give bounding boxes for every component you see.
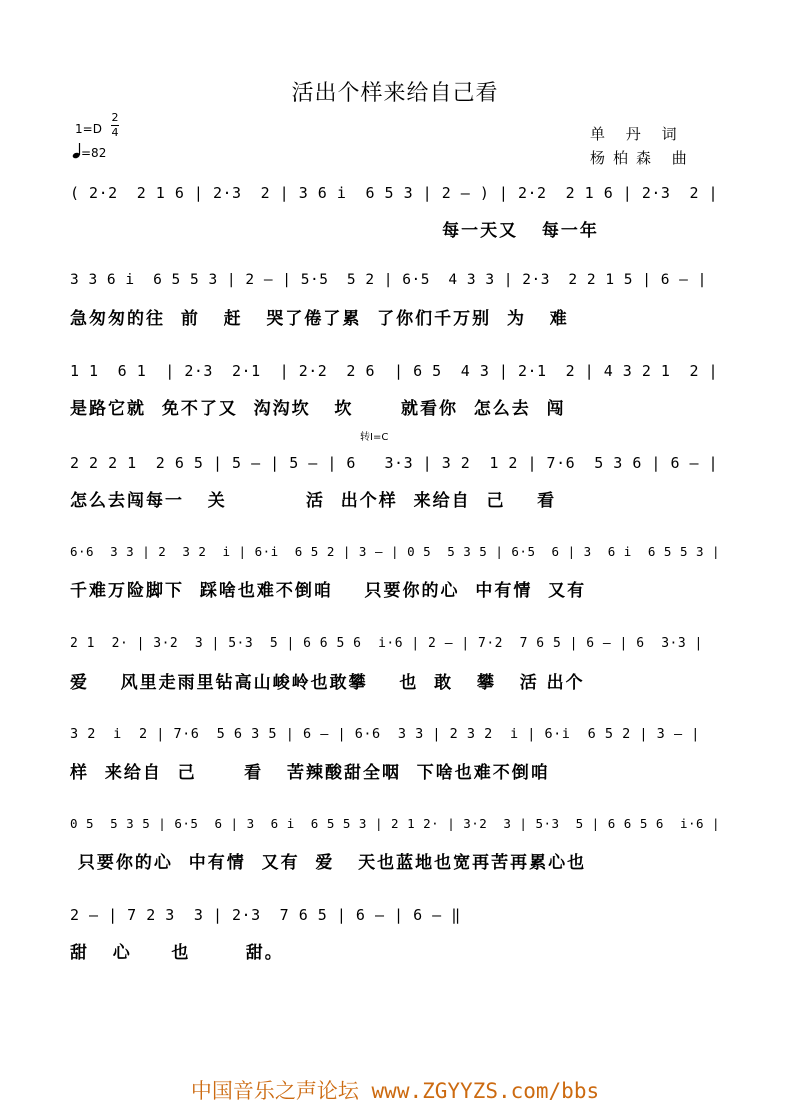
forum-watermark: 中国音乐之声论坛 www.ZGYYZS.com/bbs — [190, 1079, 600, 1103]
lyrics-line: 是路它就 免不了又 沟沟坎 坎 就看你 怎么去 闯 — [70, 399, 566, 419]
notation-text: ( 2·2 2 1 6 | 2·3 2 | 3 6 i 6 5 3 | 2 – ) | 2·2 2 1 6 | 2·3 2 | — [70, 184, 719, 202]
key-signature: 1=D — [75, 122, 102, 136]
tempo-marking — [72, 143, 106, 160]
lyrics-line: 甜 心 也 甜。 — [70, 943, 284, 963]
notation-line — [70, 268, 720, 295]
composer-name: 杨柏森 — [590, 149, 660, 167]
lyrics-line: 每一天又 每一年 — [70, 221, 599, 241]
notation-line — [70, 180, 720, 207]
lyrics-line: 爱 风里走雨里钻高山峻岭也敢攀 也 敢 攀 活 出个 — [70, 673, 585, 693]
notation-text: 3 2 i 2 | 7·6 5 6 3 5 | 6 – | 6·6 3 3 | 2 3 2 i | 6·i 6 5 2 | 3 – | — [70, 726, 700, 742]
time-signature — [111, 112, 119, 139]
notation-text: 0 5 5 3 5 | 6·5 6 | 3 6 i 6 5 5 3 | 2 1 2· | 3·2 3 | 5·3 5 | 6 6 5 6 i·6 | — [70, 816, 720, 831]
notation-line — [70, 812, 720, 839]
lyricist-role: 词 — [661, 125, 685, 143]
notation-line — [70, 540, 720, 567]
meter-bottom: 4 — [111, 126, 119, 139]
meter-top: 2 — [111, 111, 119, 124]
notation-text: 6·6 3 3 | 2 3 2 i | 6·i 6 5 2 | 3 – | 0 5 5 3 5 | 6·5 6 | 3 6 i 6 5 5 3 | — [70, 544, 720, 559]
lyrics-line: 怎么去闯每一 关 活 出个样 来给自 己 看 — [70, 491, 557, 511]
composer-credit — [590, 147, 695, 168]
notation-line — [70, 632, 720, 659]
modulation-mark: 转I=C — [360, 432, 389, 443]
composer-role: 曲 — [671, 149, 695, 167]
notation-line — [70, 722, 720, 749]
notation-text: 1 1 6 1 | 2·3 2·1 | 2·2 2 6 | 6 5 4 3 | 2·1 2 | 4 3 2 1 2 | — [70, 362, 719, 380]
notation-text: 2 2 2 1 2 6 5 | 5 – | 5 – | 6 3·3 | 3 2 1 2 | 7·6 5 3 6 | 6 – | — [70, 454, 719, 472]
notation-text: 2 1 2· | 3·2 3 | 5·3 5 | 6 6 5 6 i·6 | 2 – | 7·2 7 6 5 | 6 – | 6 3·3 | — [70, 636, 703, 651]
lyricist-credit — [590, 123, 685, 144]
tempo-value: =82 — [81, 146, 107, 160]
notation-line — [70, 450, 720, 477]
notation-line — [70, 358, 720, 385]
lyrics-line: 千难万险脚下 踩啥也难不倒咱 只要你的心 中有情 又有 — [70, 581, 587, 601]
lyrics-line: 急匆匆的往 前 赶 哭了倦了累 了你们千万别 为 难 — [70, 309, 569, 329]
lyricist-name: 单 丹 — [590, 125, 649, 143]
page-title: 活出个样来给自己看 — [291, 81, 499, 106]
lyrics-line: 只要你的心 中有情 又有 爱 天也蓝地也宽再苦再累心也 — [70, 853, 587, 873]
notation-line — [70, 902, 720, 929]
notation-text: 2 – | 7 2 3 3 | 2·3 7 6 5 | 6 – | 6 – ‖ — [70, 906, 461, 924]
lyrics-line: 样 来给自 己 看 苦辣酸甜全咽 下啥也难不倒咱 — [70, 763, 550, 783]
quarter-note-icon — [72, 143, 81, 159]
notation-text: 3 3 6 i 6 5 5 3 | 2 – | 5·5 5 2 | 6·5 4 3 3 | 2·3 2 2 1 5 | 6 – | — [70, 272, 707, 288]
